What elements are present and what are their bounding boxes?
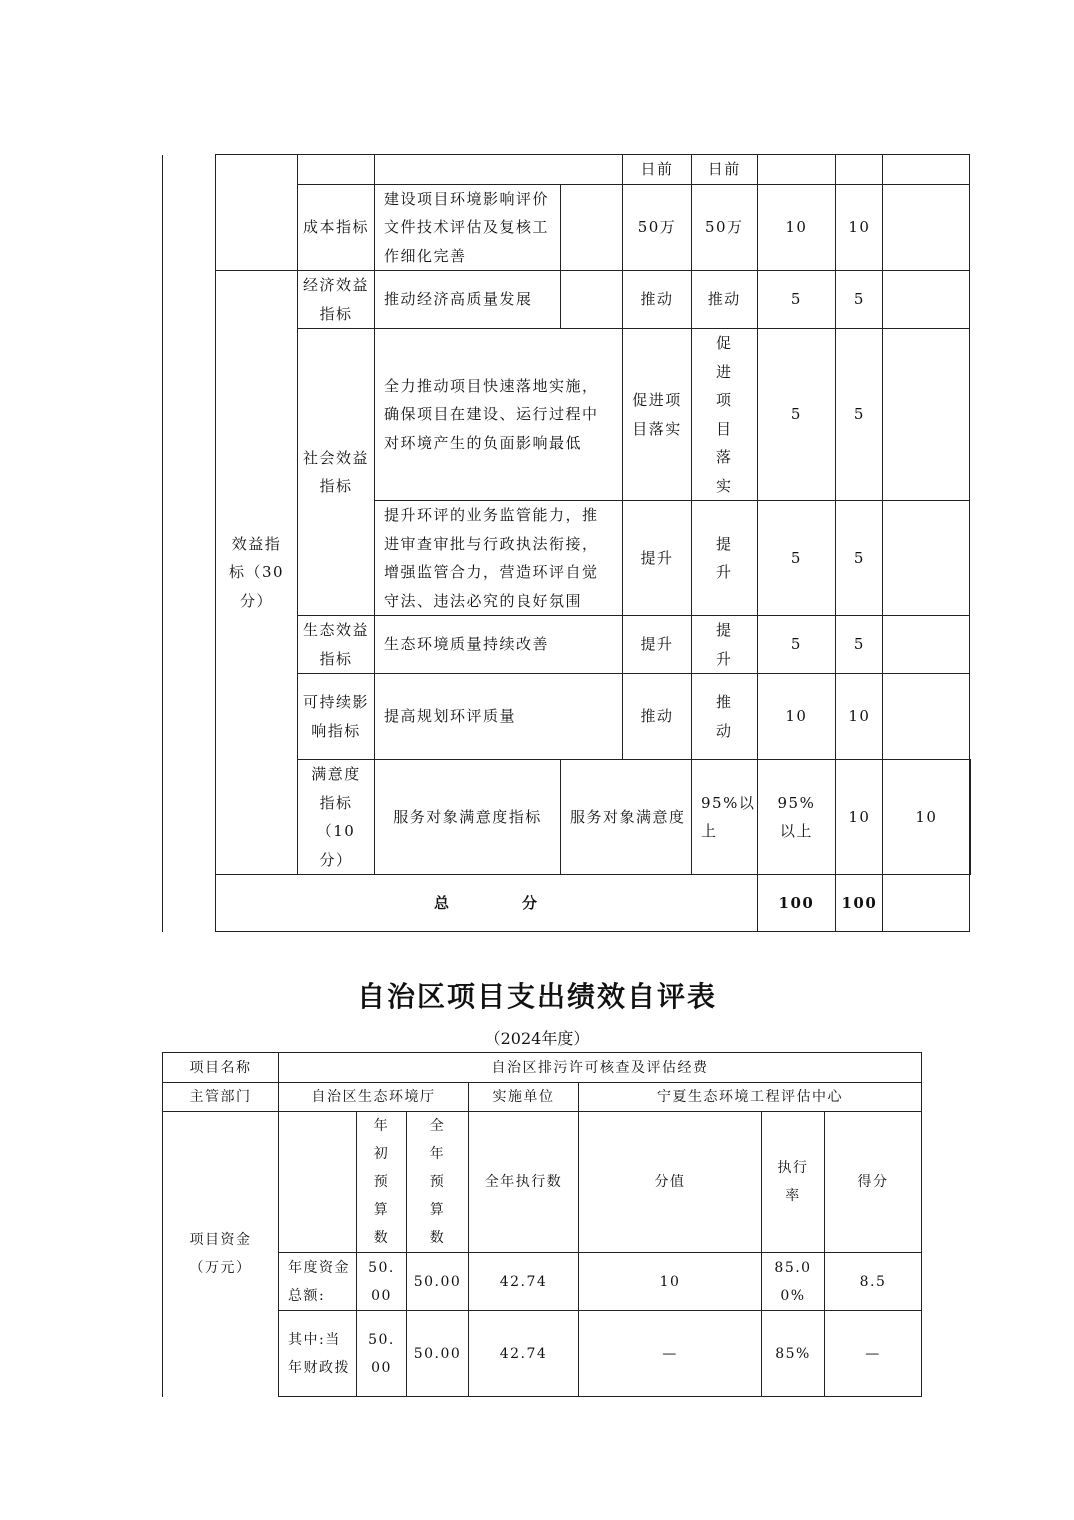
fund-row-points: — <box>579 1311 762 1397</box>
ecological-indicator-label: 生态效益指标 <box>298 616 375 674</box>
remark-cell <box>883 155 970 185</box>
economic-indicator-actual: 推动 <box>692 271 758 329</box>
second-level-column-continued <box>216 155 298 271</box>
remark-cell <box>883 501 970 616</box>
total-score-label <box>216 875 758 932</box>
ecological-indicator-weight: 5 <box>757 616 836 674</box>
remark-cell <box>883 875 970 932</box>
sustainable-indicator-weight: 10 <box>757 674 836 760</box>
remark-cell <box>883 674 970 760</box>
fund-header-blank <box>279 1112 357 1253</box>
fund-row-initial: 50.00 <box>357 1311 407 1397</box>
economic-indicator-score: 5 <box>836 271 883 329</box>
social-indicator-weight-2: 5 <box>757 501 836 616</box>
implementing-unit-value: 宁夏生态环境工程评估中心 <box>579 1083 922 1112</box>
implementing-unit-label: 实施单位 <box>469 1083 579 1112</box>
satisfaction-indicator-category: 满意度指标（10分） <box>298 760 375 875</box>
sustainable-indicator-score: 10 <box>836 674 883 760</box>
fund-row-executed: 42.74 <box>469 1311 579 1397</box>
satisfaction-indicator-label: 服务对象满意度指标 <box>375 760 561 875</box>
cost-indicator-content: 建设项目环境影响评价文件技术评估及复核工作细化完善 <box>375 184 561 271</box>
benefit-indicator-category: 效益指标（30分） <box>216 271 298 875</box>
form-title: 自治区项目支出绩效自评表 <box>356 980 717 1013</box>
header-annual-budget: 全年预算数 <box>407 1112 469 1253</box>
economic-indicator-target: 推动 <box>623 271 692 329</box>
social-indicator-content-2: 提升环评的业务监管能力，推进审查审批与行政执法衔接，增强监管合力，营造环评自觉守法、违法必究的良好氛围 <box>375 501 623 616</box>
economic-indicator-content: 推动经济高质量发展 <box>375 271 561 329</box>
cost-indicator-target: 50万 <box>623 184 692 271</box>
sustainable-indicator-actual: 推动 <box>692 674 758 760</box>
target-cell: 日前 <box>623 155 692 185</box>
header-score: 得分 <box>825 1112 922 1253</box>
department-label: 主管部门 <box>163 1083 279 1112</box>
sustainable-indicator-label: 可持续影响指标 <box>298 674 375 760</box>
fund-row-label: 其中:当年财政拨 <box>279 1311 357 1397</box>
social-indicator-target-2: 提升 <box>623 501 692 616</box>
header-executed: 全年执行数 <box>469 1112 579 1253</box>
content-cell-blank <box>375 155 623 185</box>
performance-indicator-table <box>162 154 971 932</box>
form-subtitle: （2024年度） <box>484 1029 590 1048</box>
cost-indicator-blank <box>561 184 623 271</box>
satisfaction-indicator-score: 10 <box>883 760 970 875</box>
project-name-value: 自治区排污许可核查及评估经费 <box>279 1053 922 1083</box>
economic-indicator-label: 经济效益指标 <box>298 271 375 329</box>
weight-cell-blank <box>757 155 836 185</box>
ecological-indicator-score: 5 <box>836 616 883 674</box>
cost-indicator-label: 成本指标 <box>298 184 375 271</box>
fund-row-initial: 50.00 <box>357 1253 407 1311</box>
social-indicator-content-1: 全力推动项目快速落地实施，确保项目在建设、运行过程中对环境产生的负面影响最低 <box>375 329 623 501</box>
cost-indicator-score: 10 <box>836 184 883 271</box>
cost-indicator-actual: 50万 <box>692 184 758 271</box>
total-weight: 100 <box>757 875 836 932</box>
remark-cell <box>883 271 970 329</box>
department-value: 自治区生态环境厅 <box>279 1083 469 1112</box>
economic-indicator-blank <box>561 271 623 329</box>
remark-cell <box>883 184 970 271</box>
ecological-indicator-target: 提升 <box>623 616 692 674</box>
total-label-char-2: 分 <box>521 893 539 912</box>
fund-row-points: 10 <box>579 1253 762 1311</box>
ecological-indicator-actual: 提升 <box>692 616 758 674</box>
cost-indicator-weight: 10 <box>757 184 836 271</box>
social-indicator-label: 社会效益指标 <box>298 329 375 616</box>
social-indicator-actual-1: 促进项目落实 <box>692 329 758 501</box>
total-score: 100 <box>836 875 883 932</box>
social-indicator-target-1: 促进项目落实 <box>623 329 692 501</box>
project-name-label: 项目名称 <box>163 1053 279 1083</box>
satisfaction-indicator-actual: 95%以上 <box>757 760 836 875</box>
total-label-char-1: 总 <box>433 893 451 912</box>
social-indicator-weight-1: 5 <box>757 329 836 501</box>
social-indicator-actual-2: 提升 <box>692 501 758 616</box>
sustainable-indicator-content: 提高规划环评质量 <box>375 674 623 760</box>
fund-row-rate: 85.00% <box>762 1253 825 1311</box>
sustainable-indicator-target: 推动 <box>623 674 692 760</box>
fund-row-score: — <box>825 1311 922 1397</box>
fund-row-rate: 85% <box>762 1311 825 1397</box>
satisfaction-indicator-weight: 10 <box>836 760 883 875</box>
fund-row-score: 8.5 <box>825 1253 922 1311</box>
self-evaluation-table <box>162 1052 922 1397</box>
actual-cell: 日前 <box>692 155 758 185</box>
social-indicator-score-2: 5 <box>836 501 883 616</box>
social-indicator-score-1: 5 <box>836 329 883 501</box>
header-points: 分值 <box>579 1112 762 1253</box>
score-cell-blank <box>836 155 883 185</box>
fund-row-executed: 42.74 <box>469 1253 579 1311</box>
project-fund-label: 项目资金（万元） <box>163 1112 279 1397</box>
satisfaction-indicator-content: 服务对象满意度 <box>561 760 692 875</box>
remark-cell <box>883 329 970 501</box>
economic-indicator-weight: 5 <box>757 271 836 329</box>
remark-cell <box>883 616 970 674</box>
first-level-column-continued <box>163 155 216 932</box>
fund-row-annual: 50.00 <box>407 1253 469 1311</box>
satisfaction-indicator-target: 95%以上 <box>692 760 758 875</box>
fund-row-annual: 50.00 <box>407 1311 469 1397</box>
header-execution-rate: 执行率 <box>762 1112 825 1253</box>
fund-row-label: 年度资金总额: <box>279 1253 357 1311</box>
third-level-cell-blank <box>298 155 375 185</box>
header-initial-budget: 年初预算数 <box>357 1112 407 1253</box>
ecological-indicator-content: 生态环境质量持续改善 <box>375 616 623 674</box>
remark-cell <box>970 760 971 875</box>
